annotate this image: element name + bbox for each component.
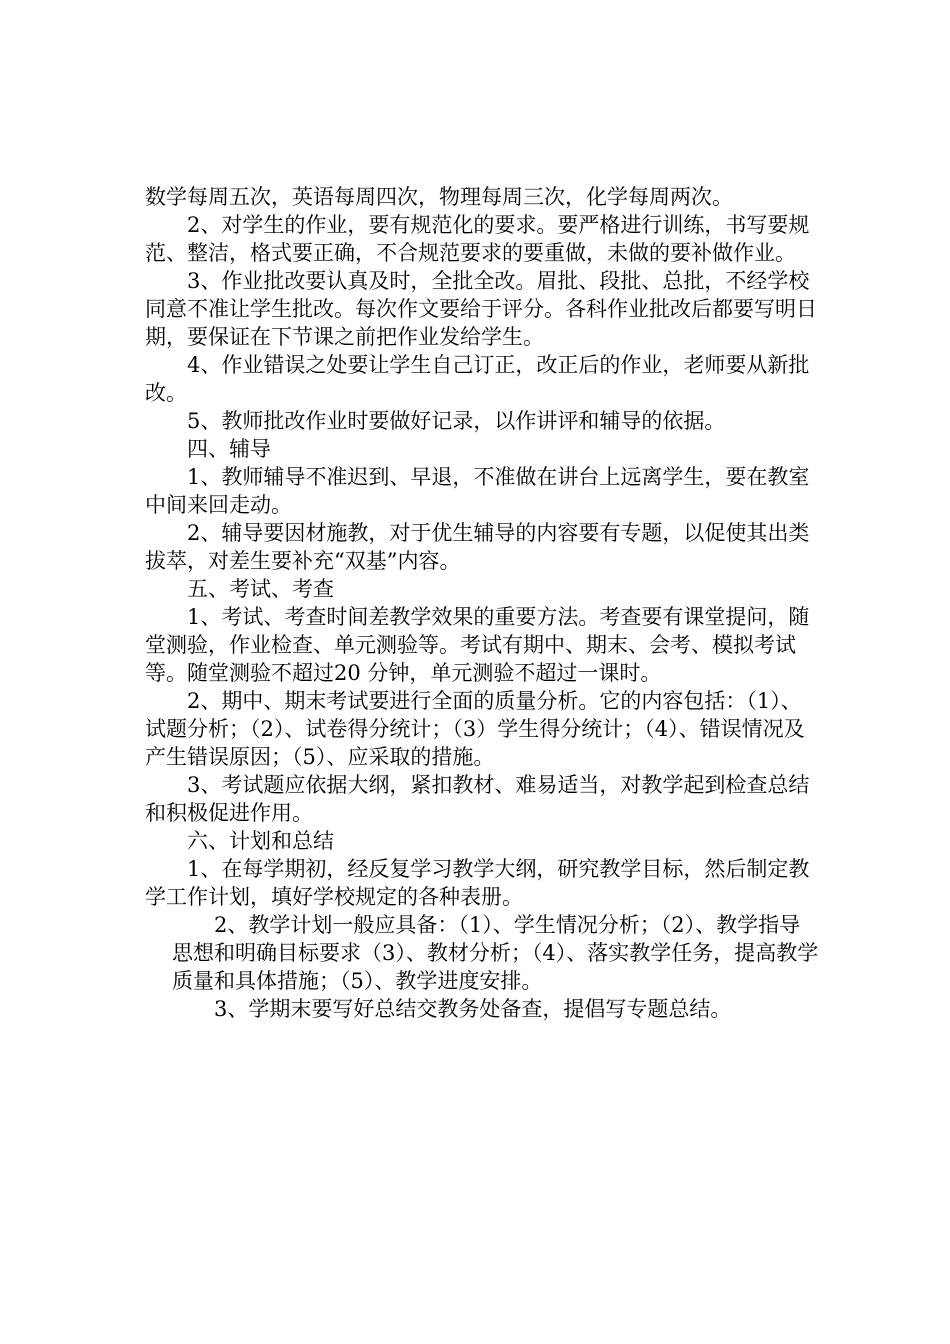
- paragraph-homework-standards: 2、对学生的作业，要有规范化的要求。要严格进行训练，书写要规范、整洁，格式要正确，不合规范要求的要重做，未做的要补做作业。: [145, 213, 810, 265]
- section-heading-tutoring: 四、辅导: [187, 437, 271, 461]
- paragraph-homework-corrections: 4、作业错误之处要让学生自己订正，改正后的作业，老师要从新批改。: [145, 353, 810, 405]
- paragraph-term-plan: 1、在每学期初，经反复学习教学大纲，研究教学目标，然后制定教学工作计划，填好学校规定的各种表册。: [145, 857, 810, 909]
- paragraph-weekly-schedule: 数学每周五次，英语每周四次，物理每周三次，化学每周两次。: [145, 185, 733, 209]
- paragraph-term-summary: 3、学期末要写好总结交教务处备查，提倡写专题总结。: [214, 997, 732, 1021]
- paragraph-exam-analysis: 2、期中、期末考试要进行全面的质量分析。它的内容包括：（1）、试题分析；（2）、试卷得分统计；（3）学生得分统计；（4）、错误情况及产生错误原因；（5）、应采取的措施。: [145, 689, 805, 769]
- paragraph-plan-contents: 2、教学计划一般应具备：（1）、学生情况分析；（2）、教学指导思想和明确目标要求（3）、教材分析；（4）、落实教学任务，提高教学质量和具体措施；（5）、教学进度安排。: [172, 913, 819, 993]
- paragraph-grading-records: 5、教师批改作业时要做好记录，以作讲评和辅导的依据。: [187, 409, 726, 433]
- paragraph-exam-design: 3、考试题应依据大纲，紧扣教材、难易适当，对教学起到检查总结和积极促进作用。: [145, 773, 810, 825]
- paragraph-tutoring-differentiation: 2、辅导要因材施教，对于优生辅导的内容要有专题，以促使其出类拔萃，对差生要补充“双基”内容。: [145, 521, 810, 573]
- paragraph-tutoring-attendance: 1、教师辅导不准迟到、早退，不准做在讲台上远离学生，要在教室中间来回走动。: [145, 465, 810, 517]
- document-body: [145, 183, 821, 1023]
- section-heading-exams: 五、考试、考查: [187, 577, 334, 601]
- paragraph-exam-methods: 1、考试、考查时间差教学效果的重要方法。考查要有课堂提问，随堂测验，作业检查、单元测验等。考试有期中、期末、会考、模拟考试等。随堂测验不超过20 分钟，单元测验不超过一课时。: [145, 605, 810, 685]
- paragraph-homework-grading: 3、作业批改要认真及时，全批全改。眉批、段批、总批，不经学校同意不准让学生批改。每次作文要给于评分。各科作业批改后都要写明日期，要保证在下节课之前把作业发给学生。: [145, 269, 817, 349]
- section-heading-plans: 六、计划和总结: [187, 829, 334, 853]
